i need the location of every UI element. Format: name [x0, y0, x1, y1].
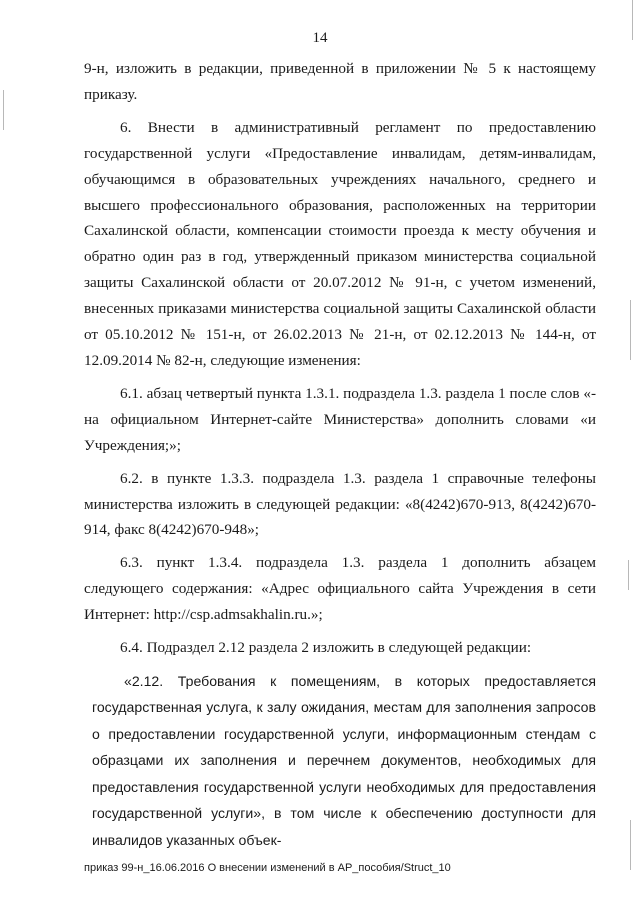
paragraph-item-6-3: 6.3. пункт 1.3.4. подраздела 1.3. раздела 1 дополнить абзацем следующего содержания: «Адрес официального сайта Учреждения в сети Интернет: http://csp.admsakhalin.ru.»;	[84, 554, 596, 624]
scan-edge-mark-right-bottom	[630, 820, 631, 870]
paragraph-item-6: 6. Внести в административный регламент по предоставлению государственной услуги «Предоставление инвалидам, детям-инвалидам, обучающимся в образовательных учреждениях начального, среднего и высшего профессионального образования, расположенных на территории Сахалинской области, компенсации стоимости проезда к месту обучения и обратно один раз в год, утвержденный приказом министерства социальной защиты Сахалинской области от 20.07.2012 № 91-н, с учетом изменений, внесенных приказами министерства социальной защиты Сахалинской области от 05.10.2012 № 151-н, от 26.02.2013 № 21-н, от 02.12.2013 № 144-н, от 12.09.2014 № 82-н, следующие изменения:	[84, 118, 596, 369]
page-number: 14	[312, 30, 328, 46]
paragraph-quoted-2-12: «2.12. Требования к помещениям, в которых предоставляется государственная услуга, к залу ожидания, местам для заполнения запросов о предоставлении государственной услуги, информационным стендам с образцами их заполнения и перечнем документов, необходимых для предоставления государственной услуги необходимых для предоставления государственной услуги», в том числе к обеспечению доступности для инвалидов указанных объек-	[92, 672, 596, 848]
document-body	[84, 56, 596, 860]
paragraph-item-6-4: 6.4. Подраздел 2.12 раздела 2 изложить в следующей редакции:	[120, 639, 532, 657]
paragraph-item-6-1: 6.1. абзац четвертый пункта 1.3.1. подраздела 1.3. раздела 1 после слов «- на официальном Интернет-сайте Министерства» дополнить словами «и Учреждения;»;	[84, 384, 596, 454]
footer-file-reference: приказ 99-н_16.06.2016 О внесении изменений в АР_пособия/Struct_10	[84, 862, 451, 874]
scan-edge-mark-right-low	[628, 560, 629, 590]
scan-edge-mark-left	[3, 90, 4, 130]
scan-edge-mark-right-top	[632, 0, 633, 40]
paragraph-continuation: 9-н, изложить в редакции, приведенной в приложении № 5 к настоящему приказу.	[84, 60, 596, 103]
paragraph-item-6-2: 6.2. в пункте 1.3.3. подраздела 1.3. раздела 1 справочные телефоны министерства изложить в следующей редакции: «8(4242)670-913, 8(4242)670-914, факс 8(4242)670-948»;	[84, 469, 596, 539]
scan-edge-mark-right-mid	[630, 300, 631, 360]
